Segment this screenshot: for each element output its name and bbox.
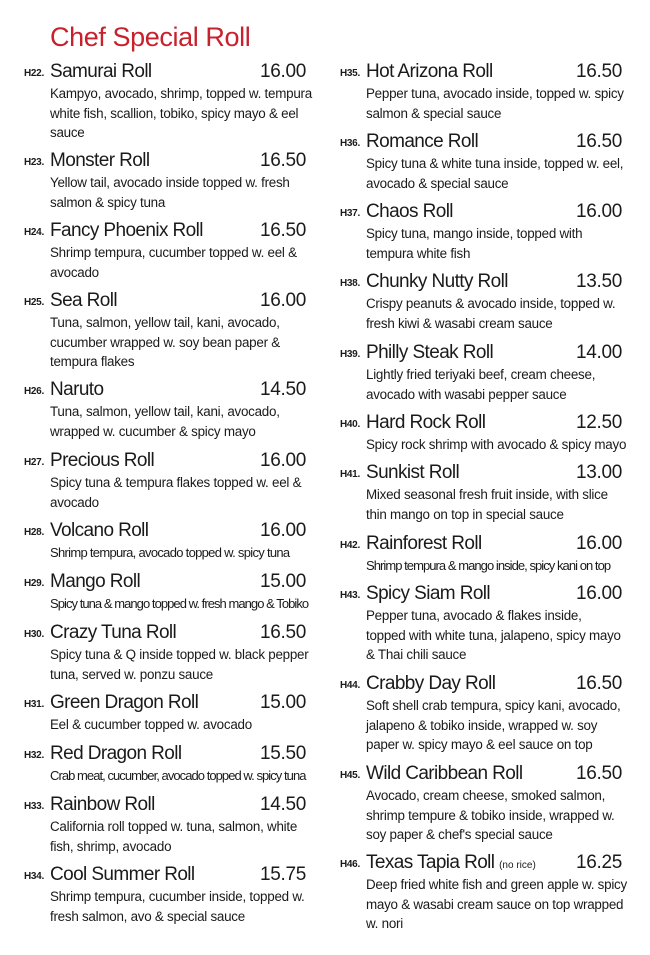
menu-item-h28 [24, 519, 307, 563]
item-name: Green Dragon Roll [50, 692, 199, 713]
item-price: 15.00 [260, 692, 307, 713]
menu-item-h42 [340, 532, 623, 576]
item-note: (no rice) [499, 860, 536, 871]
menu-item-h22 [24, 60, 312, 143]
item-code: H27. [24, 457, 44, 468]
menu-item-h25 [24, 289, 307, 372]
item-name-group [366, 851, 536, 878]
item-code: H45. [340, 770, 360, 781]
item-description-line: avocado & special sauce [366, 175, 509, 191]
item-description-line: Spicy tuna & Q inside topped w. black pepper [50, 647, 309, 662]
menu-item-h32 [24, 742, 306, 786]
item-description-line: mayo & wasabi cream sauce on top wrapped [366, 896, 624, 912]
item-price: 16.00 [576, 533, 623, 554]
item-name: Crabby Day Roll [366, 673, 496, 694]
item-name: Hot Arizona Roll [366, 61, 493, 82]
item-description-line: California roll topped w. tuna, salmon, white [50, 819, 298, 834]
item-price: 16.50 [576, 61, 623, 82]
item-name: Sunkist Roll [366, 462, 460, 483]
menu-item-h43 [340, 582, 621, 665]
item-price: 15.75 [260, 864, 307, 885]
menu-item-h40 [340, 411, 626, 455]
item-code: H26. [24, 386, 44, 397]
item-description-line: Deep fried white fish and green apple w. spicy [366, 877, 627, 892]
item-price: 16.50 [260, 220, 307, 241]
item-name: Precious Roll [50, 450, 155, 471]
item-name: Samurai Roll [50, 61, 152, 82]
item-description-line: Pepper tuna, avocado inside, topped w. spicy [366, 86, 624, 101]
menu-item-h36 [340, 130, 623, 193]
item-code: H34. [24, 871, 44, 882]
item-description-line: Spicy tuna & tempura flakes topped w. eel & [50, 475, 302, 490]
menu-item-h46 [340, 851, 627, 934]
item-price: 16.00 [260, 290, 307, 311]
item-name: Romance Roll [366, 131, 479, 152]
item-description-line: Soft shell crab tempura, spicy kani, avocado, [366, 698, 621, 713]
item-description-line: Shrimp tempura, avocado topped w. spicy tuna [50, 545, 290, 560]
menu-item-h37 [340, 200, 623, 263]
item-code: H37. [340, 208, 360, 219]
item-code: H22. [24, 68, 44, 79]
item-description-line: tempura white fish [366, 245, 471, 261]
menu-item-h27 [24, 449, 307, 512]
menu-item-h41 [340, 461, 623, 524]
item-code: H29. [24, 578, 44, 589]
item-name: Texas Tapia Roll [366, 852, 495, 873]
item-description-line: avocado [50, 494, 99, 510]
item-name: Rainforest Roll [366, 533, 482, 554]
item-name: Spicy Siam Roll [366, 583, 491, 604]
item-price: 12.50 [576, 412, 623, 433]
item-description-line: salmon & spicy tuna [50, 194, 166, 210]
item-description-line: Yellow tail, avocado inside topped w. fresh [50, 175, 290, 190]
item-name: Philly Steak Roll [366, 342, 494, 363]
item-code: H31. [24, 699, 44, 710]
item-description-line: sauce [50, 125, 85, 140]
item-description-line: Kampyo, avocado, shrimp, topped w. tempura [50, 86, 312, 101]
item-code: H44. [340, 680, 360, 691]
item-description-line: Mixed seasonal fresh fruit inside, with slice [366, 487, 608, 502]
menu-item-h29 [24, 570, 308, 614]
item-description-line: thin mango on top in special sauce [366, 506, 564, 522]
menu-title: Chef Special Roll [50, 22, 251, 52]
item-code: H41. [340, 469, 360, 480]
item-name: Naruto [50, 379, 104, 400]
item-code: H39. [340, 349, 360, 360]
item-description-line: salmon & special sauce [366, 105, 502, 121]
menu-item-h38 [340, 270, 623, 333]
item-description-line: tempura flakes [50, 354, 135, 369]
item-description-line: Shrimp tempura, cucumber inside, topped w. [50, 889, 305, 904]
item-price: 14.00 [576, 342, 623, 363]
item-price: 16.00 [260, 520, 307, 541]
item-description-line: tuna, served w. ponzu sauce [50, 666, 213, 682]
item-code: H35. [340, 68, 360, 79]
item-description-line: white fish, scallion, tobiko, spicy mayo & eel [50, 105, 299, 121]
item-name: Crazy Tuna Roll [50, 622, 177, 643]
item-description-line: fish, shrimp, avocado [50, 838, 172, 854]
item-price: 16.00 [260, 61, 307, 82]
item-price: 14.50 [260, 379, 307, 400]
item-name: Red Dragon Roll [50, 743, 182, 764]
item-description-line: Tuna, salmon, yellow tail, kani, avocado, [50, 315, 280, 330]
item-code: H38. [340, 278, 360, 289]
menu-item-h34 [24, 863, 307, 926]
item-description-line: Shrimp tempura & mango inside, spicy kani on top [366, 558, 611, 573]
item-price: 16.00 [260, 450, 307, 471]
item-description-line: Spicy tuna, mango inside, topped with [366, 226, 583, 241]
item-code: H33. [24, 801, 44, 812]
item-description-line: Tuna, salmon, yellow tail, kani, avocado, [50, 404, 280, 419]
item-description-line: Eel & cucumber topped w. avocado [50, 717, 252, 732]
item-price: 16.50 [260, 150, 307, 171]
item-code: H25. [24, 297, 44, 308]
item-price: 16.50 [576, 763, 623, 784]
menu-item-h24 [24, 219, 307, 282]
menu-item-h30 [24, 621, 308, 684]
item-description-line: topped with white tuna, jalapeno, spicy mayo [366, 627, 621, 643]
item-description-line: Lightly fried teriyaki beef, cream cheese, [366, 367, 596, 382]
item-name: Rainbow Roll [50, 794, 155, 815]
item-description-line: Spicy rock shrimp with avocado & spicy mayo [366, 437, 627, 452]
menu-item-h33 [24, 793, 307, 856]
item-description-line: paper w. spicy mayo & eel sauce on top [366, 737, 593, 752]
item-name: Hard Rock Roll [366, 412, 486, 433]
item-code: H40. [340, 419, 360, 430]
item-price: 16.25 [576, 852, 623, 873]
item-code: H32. [24, 750, 44, 761]
item-price: 13.00 [576, 462, 623, 483]
item-code: H42. [340, 540, 360, 551]
item-price: 16.00 [576, 583, 623, 604]
item-description-line: Spicy tuna & white tuna inside, topped w. eel, [366, 156, 624, 171]
menu-item-h26 [24, 378, 307, 441]
item-name: Mango Roll [50, 571, 141, 592]
item-code: H36. [340, 138, 360, 149]
item-price: 16.50 [260, 622, 307, 643]
item-price: 13.50 [576, 271, 623, 292]
menu-item-h31 [24, 691, 307, 735]
item-price: 16.50 [576, 131, 623, 152]
item-name: Sea Roll [50, 290, 118, 311]
item-price: 16.00 [576, 201, 623, 222]
item-name: Fancy Phoenix Roll [50, 220, 203, 241]
item-code: H28. [24, 527, 44, 538]
menu-item-h39 [340, 341, 623, 404]
item-description-line: Spicy tuna & mango topped w. fresh mango & Tobiko [50, 596, 309, 611]
item-description-line: fresh salmon, avo & special sauce [50, 908, 245, 924]
item-name: Chunky Nutty Roll [366, 271, 508, 292]
item-description-line: w. nori [366, 916, 403, 931]
item-description-line: shrimp tempure & tobiko inside, wrapped w. [366, 807, 615, 823]
item-description-line: Pepper tuna, avocado & flakes inside, [366, 608, 582, 623]
item-description-line: & Thai chili sauce [366, 647, 467, 662]
item-description-line: Crispy peanuts & avocado inside, topped w. [366, 296, 616, 311]
item-price: 14.50 [260, 794, 307, 815]
item-description-line: fresh kiwi & wasabi cream sauce [366, 315, 553, 331]
item-code: H30. [24, 629, 44, 640]
item-name: Wild Caribbean Roll [366, 763, 523, 784]
item-code: H23. [24, 157, 44, 168]
item-price: 15.50 [260, 743, 307, 764]
menu-item-h35 [340, 60, 624, 123]
item-price: 15.00 [260, 571, 307, 592]
menu-item-h45 [340, 762, 623, 845]
item-code: H43. [340, 590, 360, 601]
item-name: Volcano Roll [50, 520, 149, 541]
item-price: 16.50 [576, 673, 623, 694]
menu-item-h23 [24, 149, 307, 212]
item-code: H46. [340, 859, 360, 870]
item-description-line: Shrimp tempura, cucumber topped w. eel & [50, 245, 297, 260]
item-name: Monster Roll [50, 150, 150, 171]
item-description-line: Crab meat, cucumber, avocado topped w. spicy tuna [50, 768, 306, 783]
item-code: H24. [24, 227, 44, 238]
item-description-line: jalapeno & tobiko inside, wrapped w. soy [366, 717, 598, 733]
item-name: Chaos Roll [366, 201, 453, 222]
item-description-line: avocado with wasabi pepper sauce [366, 386, 567, 402]
item-description-line: soy paper & chef's special sauce [366, 827, 553, 842]
item-description-line: wrapped w. cucumber & spicy mayo [50, 423, 256, 439]
item-description-line: cucumber wrapped w. soy bean paper & [50, 334, 280, 350]
item-name: Cool Summer Roll [50, 864, 195, 885]
item-description-line: avocado [50, 264, 99, 280]
menu-item-h44 [340, 672, 623, 755]
item-description-line: Avocado, cream cheese, smoked salmon, [366, 788, 606, 803]
